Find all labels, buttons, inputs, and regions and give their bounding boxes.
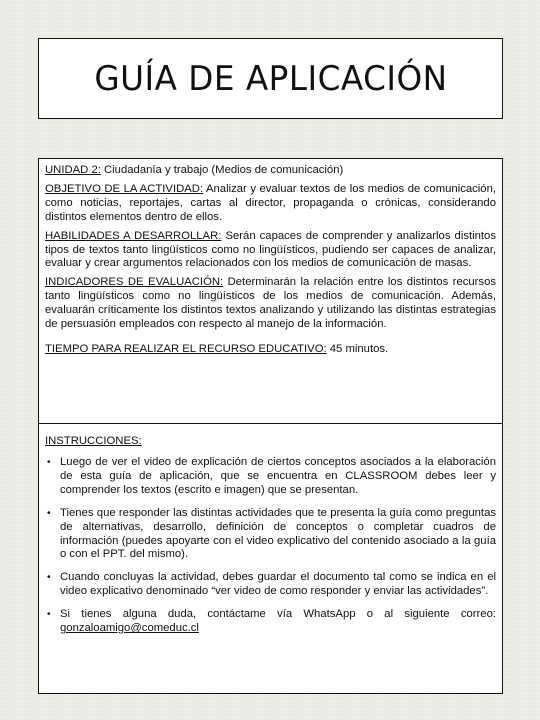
tiempo-label: TIEMPO PARA REALIZAR EL RECURSO EDUCATIVO: xyxy=(45,342,327,355)
instructions-box xyxy=(38,424,503,694)
email-link[interactable]: gonzaloamigo@comeduc.cl xyxy=(60,622,199,635)
habilidades-text: Serán capaces de comprender y analizarlos distintos tipos de textos tanto lingüísticos como no lingüísticos, pudiendo ser capaces de analizar, evaluar y crear argumentos relacionados con los medios de comunicación de masas. xyxy=(45,229,496,270)
instruction-item-contact xyxy=(45,608,496,636)
habilidades-paragraph xyxy=(45,230,496,272)
indicadores-text: Determinarán la relación entre los distintos recursos tanto lingüísticos como no lingüísticos de los medios de comunicación. Además, evaluarán críticamente los distintos textos analizando y utilizando las distintas estrategias de persuasión empleados con respecto al manejo de la información. xyxy=(45,276,496,331)
title-box xyxy=(38,38,503,119)
tiempo-paragraph xyxy=(45,343,496,357)
unidad-paragraph xyxy=(45,164,496,178)
indicadores-label: INDICADORES DE EVALUACIÓN: xyxy=(45,276,224,289)
unidad-text: Ciudadanía y trabajo (Medios de comunicación) xyxy=(100,164,344,176)
bullet-icon: • xyxy=(47,572,51,584)
objetivo-text: Analizar y evaluar textos de los medios de comunicación, como noticias, reportajes, cartas al director, propaganda o crónicas, considerando distintos elementos dentro de ellos. xyxy=(45,182,496,223)
instruction-text: Cuando concluyas la actividad, debes guardar el documento tal como se indica en el video explicativo denominado “ver video de como responder y enviar las actividades”. xyxy=(60,571,496,598)
habilidades-label: HABILIDADES A DESARROLLAR: xyxy=(45,229,222,242)
contact-text xyxy=(60,608,496,636)
instruction-item xyxy=(45,456,496,498)
objetivo-label: OBJETIVO DE LA ACTIVIDAD: xyxy=(45,182,204,195)
info-box xyxy=(38,158,503,424)
indicadores-paragraph xyxy=(45,276,496,332)
instruction-text: Luego de ver el video de explicación de ciertos conceptos asociados a la elaboración de esta guía de aplicación, que se encuentra en CLASSROOM debes leer y comprender los textos (escrito e imagen) que se presentan. xyxy=(60,456,496,496)
instruction-text: Tienes que responder las distintas actividades que te presenta la guía como preguntas de alternativas, desarrollo, definición de conceptos o completar cuadros de información (puedes apoyarte con el video explicativo del contenido asociado a la guía o con el PPT. del mismo). xyxy=(60,506,496,561)
instruction-item xyxy=(45,571,496,599)
instruction-item xyxy=(45,507,496,563)
instructions-list xyxy=(45,456,496,636)
contact-label: Si tienes alguna duda, contáctame vía WhatsApp o al siguiente correo: xyxy=(60,608,496,621)
unidad-label: UNIDAD 2: xyxy=(45,164,101,176)
page-title: GUÍA DE APLICACIÓN xyxy=(93,58,448,99)
objetivo-paragraph xyxy=(45,183,496,225)
tiempo-text: 45 minutos. xyxy=(326,342,389,355)
bullet-icon: • xyxy=(47,457,51,468)
bullet-icon: • xyxy=(47,609,51,621)
instructions-heading: INSTRUCCIONES: xyxy=(45,435,142,447)
bullet-icon: • xyxy=(47,507,51,519)
